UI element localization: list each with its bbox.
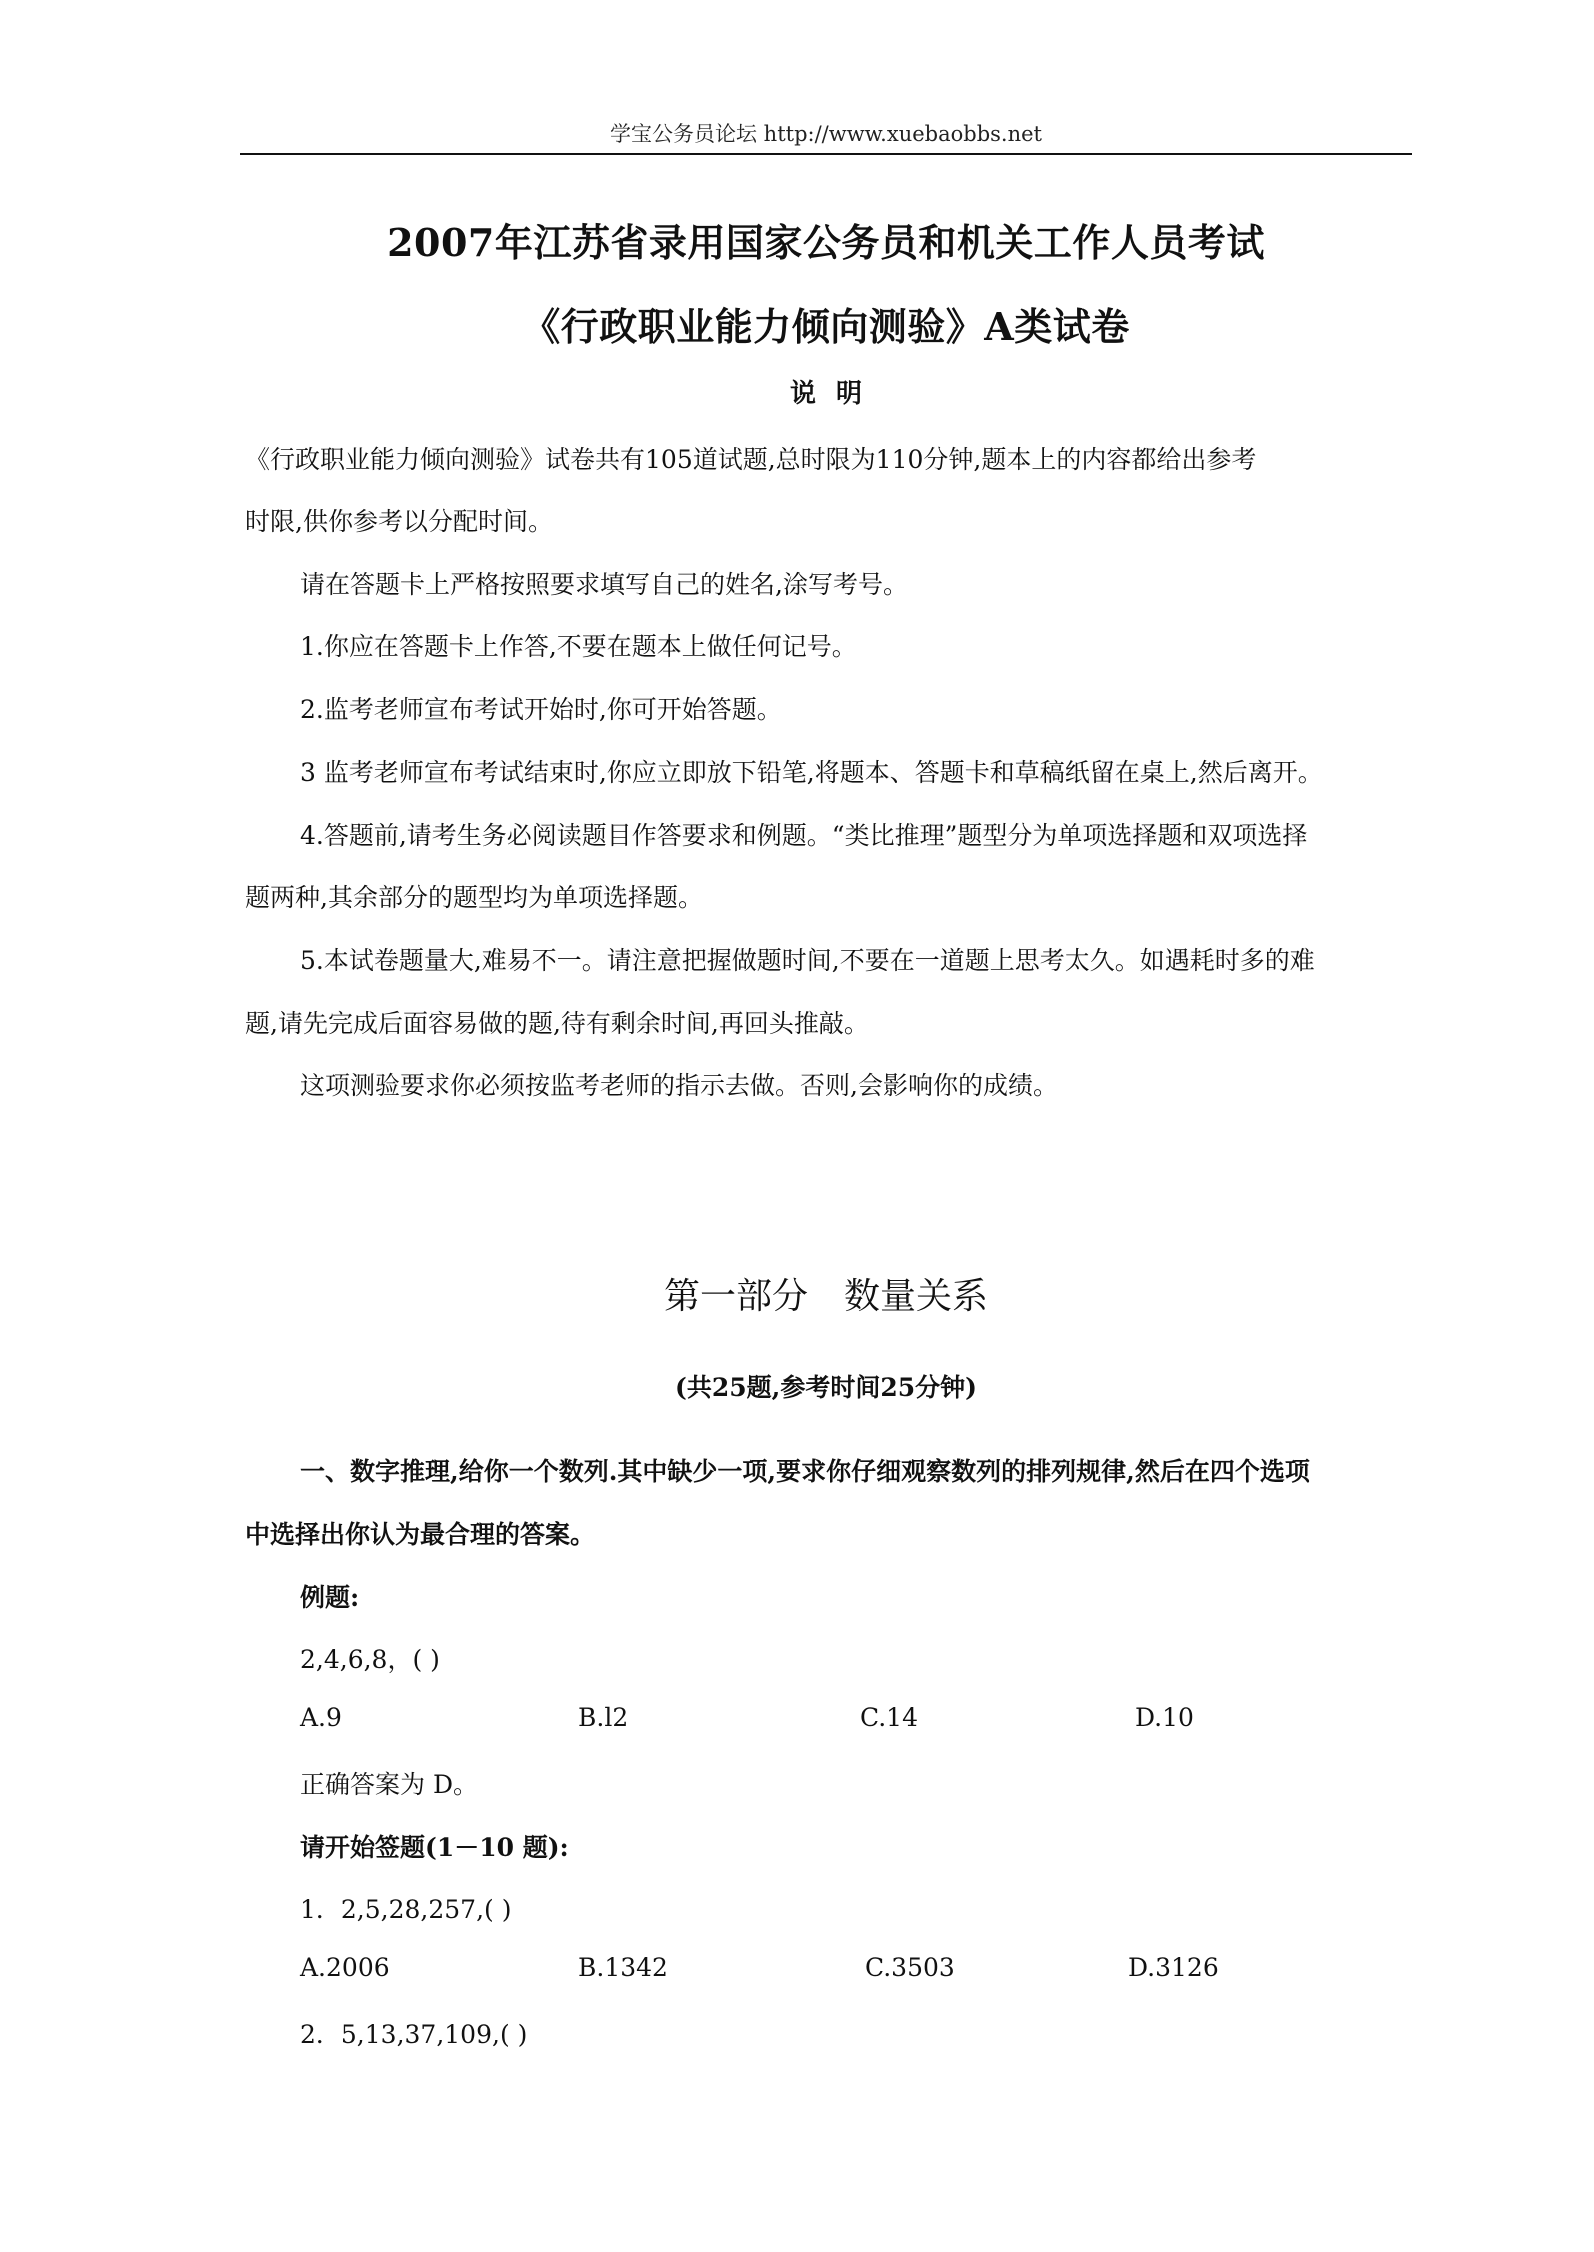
exam-subtitle: 《行政职业能力倾向测验》A类试卷 xyxy=(522,304,1130,349)
example-option-c: C.14 xyxy=(860,1703,918,1732)
section-intro-line1: 一、数字推理,给你一个数列.其中缺少一项,要求你仔细观察数列的排列规律,然后在四个选项 xyxy=(300,1457,1310,1486)
instruction-p1-line2: 时限,供你参考以分配时间。 xyxy=(245,507,553,536)
instruction-p7-line1: 5.本试卷题量大,难易不一。请注意把握做题时间,不要在一道题上思考太久。如遇耗时多的难 xyxy=(300,946,1315,975)
section-heading xyxy=(240,1268,1412,1319)
instruction-p7-line2: 题,请先完成后面容易做的题,待有剩余时间,再回头推敲。 xyxy=(245,1009,869,1038)
example-label: 例题: xyxy=(300,1583,360,1612)
section-part: 第一部分 xyxy=(663,1276,808,1317)
exam-title: 2007年江苏省录用国家公务员和机关工作人员考试 xyxy=(387,220,1265,265)
example-option-a: A.9 xyxy=(300,1703,342,1732)
example-option-d: D.10 xyxy=(1135,1703,1194,1732)
instruction-p6-line1: 4.答题前,请考生务必阅读题目作答要求和例题。“类比推理”题型分为单项选择题和双项选择 xyxy=(300,821,1308,850)
header-divider xyxy=(240,153,1412,155)
example-question: 2,4,6,8，( ) xyxy=(300,1645,440,1674)
question-1: 1．2,5,28,257,( ) xyxy=(300,1895,512,1924)
question-1-option-d: D.3126 xyxy=(1128,1953,1219,1982)
example-answer: 正确答案为 D。 xyxy=(300,1770,478,1799)
instruction-p2: 请在答题卡上严格按照要求填写自己的姓名,涂写考号。 xyxy=(300,570,908,599)
section-intro-line2: 中选择出你认为最合理的答案。 xyxy=(245,1520,596,1549)
question-1-option-b: B.1342 xyxy=(578,1953,668,1982)
page-header: 学宝公务员论坛 http://www.xuebaobbs.net xyxy=(610,122,1042,146)
question-1-option-c: C.3503 xyxy=(865,1953,955,1982)
question-1-option-a: A.2006 xyxy=(300,1953,390,1982)
instruction-p8: 这项测验要求你必须按监考老师的指示去做。否则,会影响你的成绩。 xyxy=(300,1071,1058,1100)
instructions-heading: 说明 xyxy=(789,379,882,409)
instruction-p5: 3 监考老师宣布考试结束时,你应立即放下铅笔,将题本、答题卡和草稿纸留在桌上,然后离开。 xyxy=(300,758,1323,787)
instruction-p3: 1.你应在答题卡上作答,不要在题本上做任何记号。 xyxy=(300,632,857,661)
instruction-p4: 2.监考老师宣布考试开始时,你可开始答题。 xyxy=(300,695,782,724)
start-label: 请开始签题(1－10 题): xyxy=(300,1833,569,1862)
instruction-p6-line2: 题两种,其余部分的题型均为单项选择题。 xyxy=(245,883,703,912)
section-name: 数量关系 xyxy=(844,1276,989,1317)
section-note: (共25题,参考时间25分钟) xyxy=(675,1373,977,1402)
question-2: 2．5,13,37,109,( ) xyxy=(300,2020,528,2049)
example-option-b: B.l2 xyxy=(578,1703,629,1732)
instruction-p1-line1: 《行政职业能力倾向测验》试卷共有105道试题,总时限为110分钟,题本上的内容都给出参考 xyxy=(245,445,1257,474)
